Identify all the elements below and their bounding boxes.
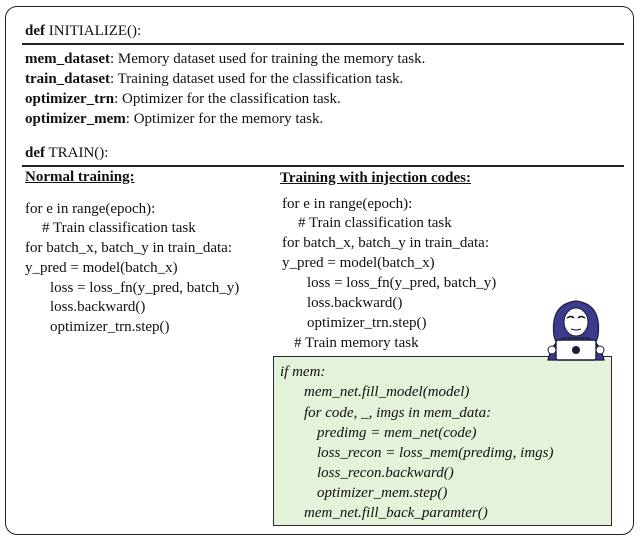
code-comment: # Train memory task	[294, 335, 419, 351]
param-line	[25, 50, 425, 68]
param-desc: : Optimizer for the classification task.	[114, 91, 341, 107]
param-line	[25, 90, 341, 108]
injected-line: mem_net.fill_model(model)	[304, 384, 470, 400]
code-comment: # Train classification task	[298, 215, 452, 231]
code-line: loss.backward()	[50, 299, 146, 315]
init-function-name: INITIALIZE():	[48, 23, 142, 39]
injected-line: predimg = mem_net(code)	[317, 425, 477, 441]
init-def-keyword: def	[25, 23, 45, 39]
code-line: loss.backward()	[307, 295, 403, 311]
train-header	[25, 144, 108, 162]
param-desc: : Optimizer for the memory task.	[125, 111, 324, 127]
train-def-keyword: def	[25, 145, 45, 161]
injected-line: loss_recon = loss_mem(predimg, imgs)	[317, 445, 554, 461]
code-line: y_pred = model(batch_x)	[282, 255, 435, 271]
injected-line: optimizer_mem.step()	[317, 485, 448, 501]
code-line: for batch_x, batch_y in train_data:	[25, 240, 233, 256]
train-function-name: TRAIN():	[48, 145, 109, 161]
injection-training-title: Training with injection codes:	[280, 170, 471, 186]
init-header	[25, 22, 141, 40]
init-rule	[22, 43, 624, 45]
param-desc: : Memory dataset used for training the memory task.	[109, 51, 426, 67]
param-name: mem_dataset	[25, 51, 110, 67]
param-line	[25, 110, 323, 128]
param-name: optimizer_trn	[25, 91, 115, 107]
hacker-icon	[540, 296, 612, 362]
injected-line: for code, _, imgs in mem_data:	[304, 405, 492, 421]
injected-line: if mem:	[280, 364, 326, 380]
injected-line: mem_net.fill_back_paramter()	[304, 505, 488, 521]
injected-line: loss_recon.backward()	[317, 465, 454, 481]
code-comment: # Train classification task	[42, 220, 196, 236]
code-line: y_pred = model(batch_x)	[25, 260, 178, 276]
code-line: for e in range(epoch):	[25, 201, 156, 217]
param-name: train_dataset	[25, 71, 110, 87]
normal-training-title: Normal training:	[25, 169, 135, 185]
param-desc: : Training dataset used for the classification task.	[110, 71, 404, 87]
code-line: loss = loss_fn(y_pred, batch_y)	[50, 280, 240, 296]
code-line: optimizer_trn.step()	[307, 315, 427, 331]
param-line	[25, 70, 403, 88]
code-line: for batch_x, batch_y in train_data:	[282, 235, 490, 251]
code-line: optimizer_trn.step()	[50, 319, 170, 335]
param-name: optimizer_mem	[25, 111, 126, 127]
code-line: loss = loss_fn(y_pred, batch_y)	[307, 275, 497, 291]
train-rule	[22, 165, 624, 167]
code-line: for e in range(epoch):	[282, 196, 413, 212]
